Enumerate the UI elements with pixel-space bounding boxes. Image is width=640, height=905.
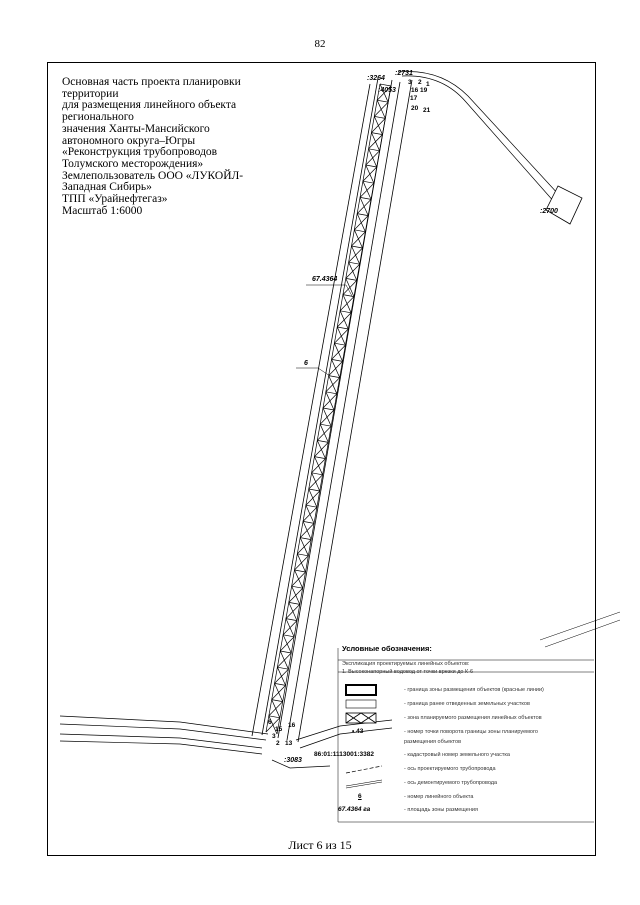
hatch-line xyxy=(277,667,288,669)
title-line: Землепользователь ООО «ЛУКОЙЛ- xyxy=(62,169,244,182)
hatch-line xyxy=(323,408,334,410)
legend-item-hatched-zone xyxy=(342,712,592,726)
legend-text: - ось демонтируемого трубопровода xyxy=(404,780,498,786)
hatch-line xyxy=(320,424,331,426)
hatch-line xyxy=(272,700,283,702)
legend-text: - граница ранее отведенных земельных участков xyxy=(404,701,530,707)
point-number: 19 xyxy=(420,87,428,94)
title-line: значения Ханты-Мансийского xyxy=(62,122,210,135)
hatch-line xyxy=(337,327,348,329)
hatch-line xyxy=(317,440,328,442)
legend-item-projected-pipe xyxy=(342,763,592,777)
legend-item-zone-area xyxy=(338,804,592,818)
parcel-label: :2700 xyxy=(540,208,558,215)
point-number: 16 xyxy=(288,722,296,729)
point-number: 3 xyxy=(408,79,412,86)
legend-text: - площадь зоны размещения xyxy=(404,807,478,813)
point-number: 1 xyxy=(426,81,430,88)
point-number: 2 xyxy=(276,740,280,747)
hatch-line xyxy=(306,505,317,507)
parcel-label: :2731 xyxy=(395,70,413,77)
hatch-line xyxy=(360,197,371,199)
hatch-line xyxy=(312,473,323,475)
hatch-line xyxy=(326,392,337,394)
dismantled-pipe-symbol xyxy=(342,777,398,789)
point-number: 6 xyxy=(268,719,272,726)
red-boundary-symbol xyxy=(342,684,398,696)
legend-text: - кадастровый номер земельного участка xyxy=(404,752,510,758)
parcel-label: :3083 xyxy=(284,757,302,764)
turn-point-symbol: • 43 xyxy=(352,728,364,735)
legend-item-turn-point-cont xyxy=(342,736,592,750)
legend-text: - ось проектируемого трубопровода xyxy=(404,766,496,772)
cadastral-number-symbol: 86:01:1113001:3382 xyxy=(314,751,375,758)
hatch-line xyxy=(334,343,345,345)
point-number: 2 xyxy=(418,79,422,86)
point-number: 16 xyxy=(411,87,419,94)
legend-text: - граница зоны размещения объектов (красные линии) xyxy=(404,687,544,693)
legend-subtitle: Экспликация проектируемых линейных объектов: xyxy=(342,661,470,667)
legend xyxy=(314,644,592,822)
hatch-line xyxy=(269,716,280,718)
hatch-line xyxy=(332,359,343,361)
title-line: территории xyxy=(62,87,119,100)
pipeline-to-pad xyxy=(398,72,582,225)
legend-text: - зона планируемого размещения линейных объектов xyxy=(404,715,542,721)
title-line: Масштаб 1:6000 xyxy=(62,204,143,217)
hatch-line xyxy=(354,230,365,232)
projected-pipe-symbol xyxy=(342,763,398,775)
point-number: 21 xyxy=(423,107,431,114)
legend-text: размещения объектов xyxy=(404,739,461,745)
hatch-line xyxy=(289,602,300,604)
legend-item-cadastral xyxy=(314,749,592,763)
hatch-line xyxy=(357,214,368,216)
hatch-line xyxy=(352,246,363,248)
title-line: Западная Сибирь» xyxy=(62,181,152,194)
point-number: 15 xyxy=(275,726,283,733)
hatch-line xyxy=(343,295,354,297)
title-line: Толумского месторождения» xyxy=(62,157,204,170)
legend-item-object-number xyxy=(342,791,592,805)
hatch-line xyxy=(280,651,291,653)
hatch-line xyxy=(286,619,297,621)
hatch-line xyxy=(309,489,320,491)
parcel-label: :3264 xyxy=(367,75,385,82)
title-line: автономного округа–Югры xyxy=(62,134,196,147)
hatch-line xyxy=(275,683,286,685)
hatch-line xyxy=(300,538,311,540)
legend-item-red-boundary xyxy=(342,684,592,698)
hatch-line xyxy=(371,133,382,135)
hatch-line xyxy=(369,149,380,151)
page-number: 82 xyxy=(314,38,326,50)
parcel-label: :4053 xyxy=(378,87,396,94)
point-number: 20 xyxy=(411,105,419,112)
title-line: Основная часть проекта планировки xyxy=(62,76,241,88)
legend-text: - номер линейного объекта xyxy=(404,794,474,800)
title-line: регионального xyxy=(62,111,134,124)
title-line: «Реконструкция трубопроводов xyxy=(62,146,218,159)
hatch-line xyxy=(374,116,385,118)
hatch-line xyxy=(297,554,308,556)
hatch-line xyxy=(314,457,325,459)
hatch-line xyxy=(349,262,360,264)
object-number-symbol: 6 xyxy=(358,793,362,800)
legend-title: Условные обозначения: xyxy=(342,644,432,653)
zone-area-label: 67.4364 xyxy=(312,276,338,283)
sheet-label: Лист 6 из 15 xyxy=(288,838,352,852)
corridor-outline xyxy=(252,78,412,742)
hatch-line xyxy=(292,586,303,588)
hatch-line xyxy=(380,84,391,86)
legend-item-allotted-boundary xyxy=(342,698,592,712)
legend-text: - номер точки поворота границы зоны планируемого xyxy=(404,729,538,735)
title-line: ТПП «Урайнефтегаз» xyxy=(62,193,168,206)
hatch-line xyxy=(346,278,357,280)
hatch-line xyxy=(283,635,294,637)
object-number-label: 6 xyxy=(304,360,308,367)
legend-item-dismantled-pipe xyxy=(342,777,592,791)
hatch-line xyxy=(340,311,351,313)
hatched-zone-symbol xyxy=(342,712,398,724)
hatch-line xyxy=(303,521,314,523)
hatch-line xyxy=(295,570,306,572)
point-number: 3 xyxy=(272,733,276,740)
point-number: 13 xyxy=(285,740,293,747)
hatch-line xyxy=(377,100,388,102)
hatch-line xyxy=(329,376,340,378)
leader-lines xyxy=(296,285,620,647)
legend-subtitle: 1. Высоконапорный водовод от точки врезки до К-6 xyxy=(342,669,474,675)
point-number: 17 xyxy=(410,95,418,102)
hatch-line xyxy=(363,181,374,183)
title-line: для размещения линейного объекта xyxy=(62,99,237,112)
hatched-zone xyxy=(266,84,391,734)
allotted-boundary-symbol xyxy=(342,698,398,710)
zone-area-symbol: 67.4364 га xyxy=(338,806,371,813)
hatch-line xyxy=(366,165,377,167)
